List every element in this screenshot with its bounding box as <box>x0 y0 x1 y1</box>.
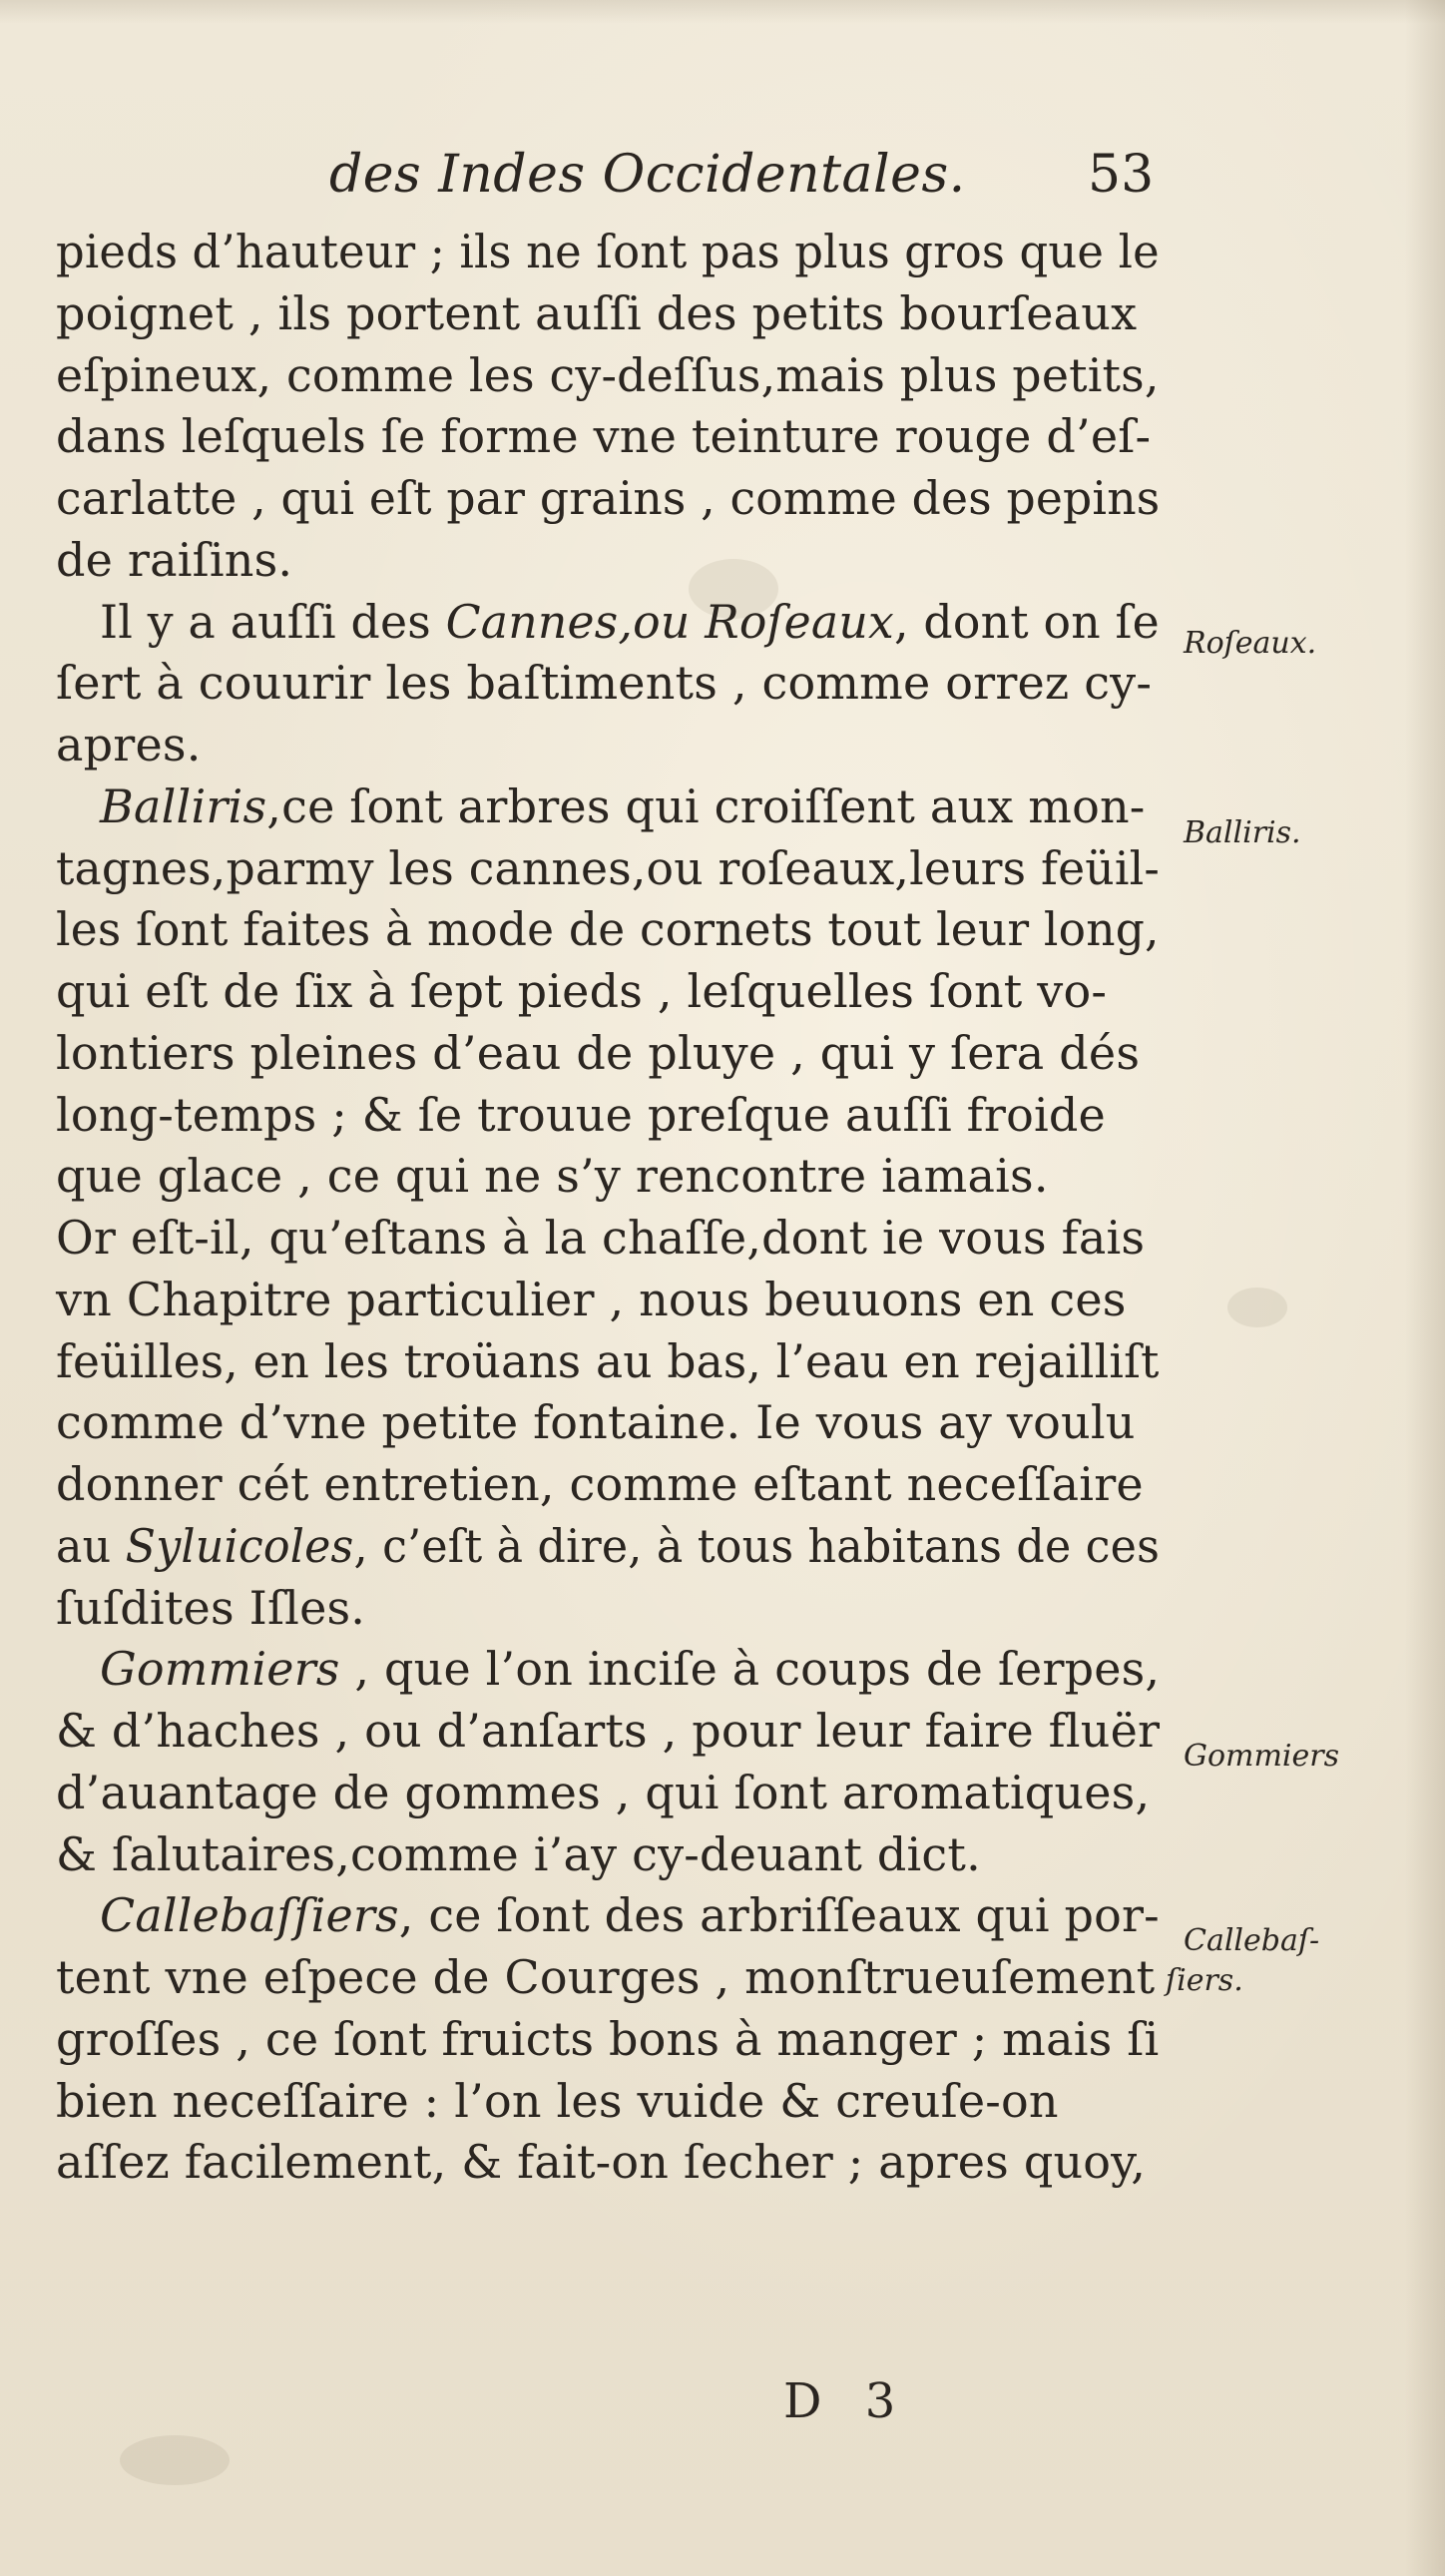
text-segment: que glace , ce qui ne s’y rencontre iamais. <box>56 1149 1049 1203</box>
text-segment: groſſes , ce ſont fruicts bons à manger ; mais ſi <box>56 2012 1160 2066</box>
text-line <box>56 1025 1140 1081</box>
text-segment: Or eſt-il, qu’eſtans à la chaſſe,dont ie vous fais <box>56 1211 1146 1265</box>
text-line <box>56 655 1152 711</box>
text-segment: comme d’vne petite fontaine. Ie vous ay voulu <box>56 1395 1136 1449</box>
text-segment: d’auantage de gommes , qui ſont aromatiques, <box>56 1766 1151 1819</box>
paper-stain <box>1227 1288 1287 1327</box>
text-line <box>56 1518 1160 1574</box>
text-line <box>100 778 1146 834</box>
text-segment: pieds d’hauteur ; ils ne ſont pas plus gros que le <box>56 225 1160 278</box>
text-segment: ,ce ſont arbres qui croiſſent aux mon- <box>266 779 1146 833</box>
text-segment: eſpineux, comme les cy-deſſus,mais plus petits, <box>56 348 1160 402</box>
text-segment: ſuſdites Iſles. <box>56 1581 366 1635</box>
text-segment: dans leſquels ſe forme vne teinture rouge d’eſ- <box>56 409 1152 463</box>
text-segment: ſert à couurir les baſtiments , comme orrez cy- <box>56 656 1153 710</box>
text-line <box>56 224 1160 279</box>
text-segment: tagnes,parmy les cannes,ou roſeaux,leurs feüil- <box>56 841 1161 895</box>
margin-note-callebassiers-2: ſiers. <box>1166 1963 1243 1998</box>
text-line <box>56 1394 1136 1450</box>
text-line <box>56 1210 1145 1266</box>
page-top-shadow <box>0 0 1445 24</box>
text-line <box>56 963 1107 1019</box>
text-segment: carlatte , qui eſt par grains , comme des pepins <box>56 471 1161 525</box>
text-segment: , que l’on inciſe à coups de ſerpes, <box>339 1642 1161 1696</box>
signature-mark: D 3 <box>783 2373 910 2429</box>
text-line <box>56 2134 1146 2190</box>
italic-term: Syluicoles <box>125 1519 354 1573</box>
text-line <box>56 347 1160 403</box>
running-title: des Indes Occidentales. <box>329 145 966 205</box>
text-line <box>56 717 202 773</box>
page-edge-shadow <box>1405 0 1445 2576</box>
text-segment: de raiſins. <box>56 533 293 587</box>
margin-note-gommiers: Gommiers <box>1184 1739 1340 1774</box>
text-segment: poignet , ils portent auſſi des petits bourſeaux <box>56 286 1138 340</box>
text-segment: les ſont faites à mode de cornets tout leur long, <box>56 902 1160 956</box>
text-segment: donner cét entretien, comme eſtant neceſſaire <box>56 1457 1144 1511</box>
text-line <box>56 1703 1160 1759</box>
text-segment: , dont on ſe <box>893 595 1160 649</box>
text-segment: , ce ſont des arbriſſeaux qui por- <box>398 1888 1160 1942</box>
text-line <box>56 2011 1159 2067</box>
text-line <box>56 840 1160 896</box>
italic-term: Cannes,ou Roſeaux <box>445 595 894 649</box>
text-line <box>100 594 1160 650</box>
text-line <box>100 1641 1160 1697</box>
paper-stain <box>120 2435 230 2485</box>
text-segment: & d’haches , ou d’anſarts , pour leur faire fluër <box>56 1704 1161 1758</box>
text-segment: au <box>56 1519 126 1573</box>
margin-note-roseaux: Roſeaux. <box>1184 626 1317 661</box>
text-line <box>56 1949 1155 2005</box>
text-line <box>56 408 1151 464</box>
text-segment: vn Chapitre particulier , nous beuuons en ces <box>56 1273 1127 1326</box>
margin-note-callebassiers-1: Callebaſ- <box>1184 1923 1320 1958</box>
text-segment: apres. <box>56 718 202 772</box>
margin-note-balliris: Balliris. <box>1184 815 1301 850</box>
text-segment: long-temps ; & ſe trouue preſque auſſi froide <box>56 1088 1106 1142</box>
running-header <box>0 140 1445 210</box>
text-line <box>56 1148 1049 1204</box>
text-line <box>56 1333 1160 1389</box>
text-line <box>100 1887 1160 1943</box>
text-line <box>56 2073 1059 2129</box>
text-line <box>56 1456 1144 1512</box>
text-segment: bien neceſſaire : l’on les vuide & creuſe-on <box>56 2074 1059 2128</box>
italic-term: Callebaſſiers <box>100 1888 399 1942</box>
text-line <box>56 1580 365 1636</box>
text-segment: & ſalutaires,comme i’ay cy-deuant dict. <box>56 1827 981 1881</box>
text-line <box>56 532 292 588</box>
text-segment: feüilles, en les troüans au bas, l’eau en rejailliſt <box>56 1334 1160 1388</box>
page-number: 53 <box>1088 145 1155 205</box>
italic-term: Balliris <box>100 779 267 833</box>
text-line <box>56 1272 1127 1327</box>
text-line <box>56 285 1137 341</box>
text-segment: Il y a auſſi des <box>100 595 446 649</box>
text-line <box>56 1826 981 1882</box>
text-line <box>56 1765 1150 1820</box>
text-line <box>56 470 1160 526</box>
text-line <box>56 901 1160 957</box>
text-segment: lontiers pleines d’eau de pluye , qui y ſera dés <box>56 1026 1141 1080</box>
text-segment: , c’eſt à dire, à tous habitans de ces <box>353 1519 1161 1573</box>
text-segment: tent vne eſpece de Courges , monſtrueuſement <box>56 1950 1156 2004</box>
italic-term: Gommiers <box>100 1642 340 1696</box>
text-segment: qui eſt de ſix à ſept pieds , leſquelles ſont vo- <box>56 964 1108 1018</box>
text-segment: aſſez facilement, & fait-on ſecher ; apres quoy, <box>56 2135 1147 2189</box>
text-line <box>56 1087 1106 1143</box>
